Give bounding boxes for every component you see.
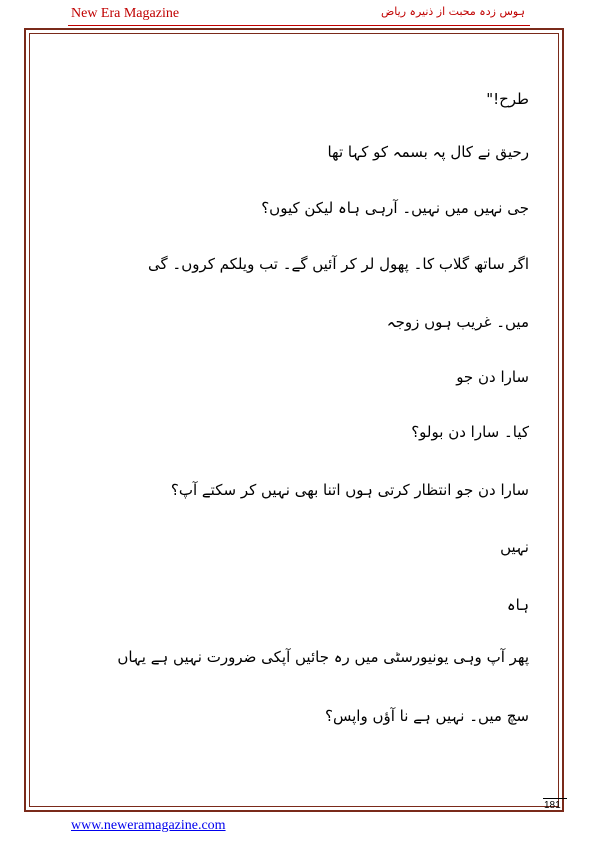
text-line-3: جی نہیں میں نہیں۔ آرہی ہاہ لیکن کیوں؟ [261, 199, 529, 217]
text-line-7: کیا۔ سارا دن بولو؟ [411, 423, 529, 441]
magazine-name: New Era Magazine [71, 6, 180, 21]
header-divider [68, 25, 530, 26]
text-line-4: اگر ساتھ گلاب کا۔ پھول لر کر آئیں گے۔ تب ویلکم کروں۔ گی [148, 255, 529, 273]
text-line-6: سارا دن جو [456, 368, 529, 386]
text-line-8: سارا دن جو انتظار کرتی ہوں اتنا بھی نہیں کر سکتے آپ؟ [170, 481, 529, 499]
text-line-12: سچ میں۔ نہیں ہے نا آؤں واپس؟ [325, 707, 529, 725]
page-number-divider [543, 798, 567, 799]
text-line-5: میں۔ غریب ہوں زوجہ [386, 313, 529, 331]
text-line-10: ہاہ [506, 596, 529, 614]
text-line-11: پھر آپ وہی یونیورسٹی میں رہ جائیں آپکی ضرورت نہیں ہے یہاں [117, 648, 529, 666]
page-number: 181 [544, 800, 561, 811]
website-link[interactable]: www.neweramagazine.com [71, 818, 226, 833]
text-line-1: طرح!" [486, 90, 529, 108]
text-line-9: نہیں [500, 538, 529, 556]
novel-title: ہوس زدہ محبت از ذنیرہ ریاض [381, 5, 525, 18]
text-line-2: رحیق نے کال پہ بسمہ کو کہا تھا [327, 143, 529, 161]
